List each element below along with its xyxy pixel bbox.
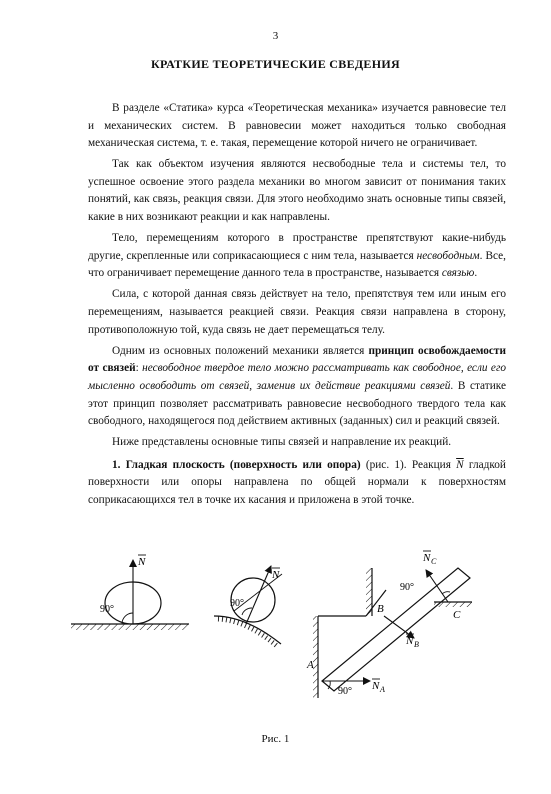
paragraph-smooth-plane [88, 457, 506, 510]
text-run: . В статике этот принцип позволяет рассматривать равновесие несвободного твердого тела как свободного, находящегося под действием активных (заданных) сил и реакций связей. [88, 379, 506, 428]
paragraph-constraints: Так как объектом изучения являются несвободные тела и системы тел, то успешное освоение этого раздела механики во многом зависит от понимания таких понятий, как связь, реакция связи. Для этого необходимо знать основные типы связей, какие в них возникают реакции и как направлены. [88, 158, 506, 224]
rod-in-corner [306, 551, 472, 698]
text-run: Одним из основных положений механики является [112, 344, 369, 357]
principle-statement: несвободное твердое тело можно рассматривать как свободное, если его мысленно освободить от связей, заменив их действие реакциями связей [88, 362, 506, 392]
paragraph-reaction: Сила, с которой данная связь действует на тело, препятствуя тем или иным его перемещениям, называется реакцией связи. Реакция связи направлена в сторону, противоположную той, куда связь не дает перемещаться телу. [88, 288, 506, 336]
ledge-hatch [366, 568, 372, 616]
ground-hatch [71, 624, 189, 630]
text-run: . Все, что ограничивает перемещение данного тела в пространстве, называется [88, 249, 506, 280]
angle-label: 90° [100, 604, 114, 615]
paragraph-types-intro: Ниже представлены основные типы связей и направление их реакций. [112, 436, 452, 449]
label-na: N [372, 680, 380, 692]
term-constraint: связью [441, 267, 475, 280]
text-run: (рис. 1). Реакция [360, 458, 457, 471]
ball-on-curve [214, 566, 282, 646]
section-title: КРАТКИЕ ТЕОРЕТИЧЕСКИЕ СВЕДЕНИЯ [151, 57, 400, 71]
rod-body [322, 568, 470, 691]
label-na-sub: A [380, 685, 385, 694]
page-number: 3 [272, 30, 279, 42]
label-nc: N [423, 552, 431, 564]
paragraph-nonfree-body [88, 230, 506, 283]
label-nb-sub: B [414, 640, 419, 649]
point-c-label: C [453, 609, 461, 621]
right-angle-arc [442, 592, 450, 594]
point-a-label: A [307, 659, 314, 671]
term-principle: принцип освобождаемости от связей [88, 344, 506, 375]
paragraph-statics: В разделе «Статика» курса «Теоретическая механика» изучается равновесие тел и механических систем. В равновесии может находиться только свободная механическая система, т. е. такая, перемещение которой ничего не ограничивает. [88, 102, 506, 150]
text-run: . [474, 267, 478, 280]
figure-caption: Рис. 1 [261, 733, 290, 745]
label-n: N [272, 569, 280, 581]
angle-label-a: 90° [338, 686, 352, 697]
paragraph-principle [88, 343, 506, 431]
ellipse-on-plane [71, 555, 189, 630]
point-b-label: B [377, 603, 384, 615]
label-nc-sub: C [431, 557, 437, 566]
text-run: Тело, перемещениям которого в пространстве препятствуют какие-нибудь другие, скрепленные или соприкасающиеся с ним тела, называется [88, 232, 506, 262]
vector-n-inline: $\overline{N}$ [456, 458, 464, 471]
heading-smooth-plane: 1. Гладкая плоскость (поверхность или опора) [112, 458, 361, 471]
normal-arrow [246, 566, 271, 624]
figure-1-drawing [66, 548, 516, 723]
label-nb: N [406, 635, 414, 647]
text-run: : [135, 362, 143, 375]
term-nonfree: несвободным [416, 249, 480, 262]
body-text [88, 100, 506, 513]
left-wall-hatch [313, 616, 318, 698]
angle-label-c: 90° [400, 582, 414, 593]
label-n: N [138, 556, 146, 568]
angle-label: 90° [230, 598, 244, 609]
reaction-nc-arrow [426, 570, 448, 602]
figure-1 [66, 548, 516, 723]
text-run: гладкой поверхности или опоры направлена по общей нормали к поверхностям соприкасающихся тел в точке их касания и приложена в этой точке. [88, 458, 506, 506]
